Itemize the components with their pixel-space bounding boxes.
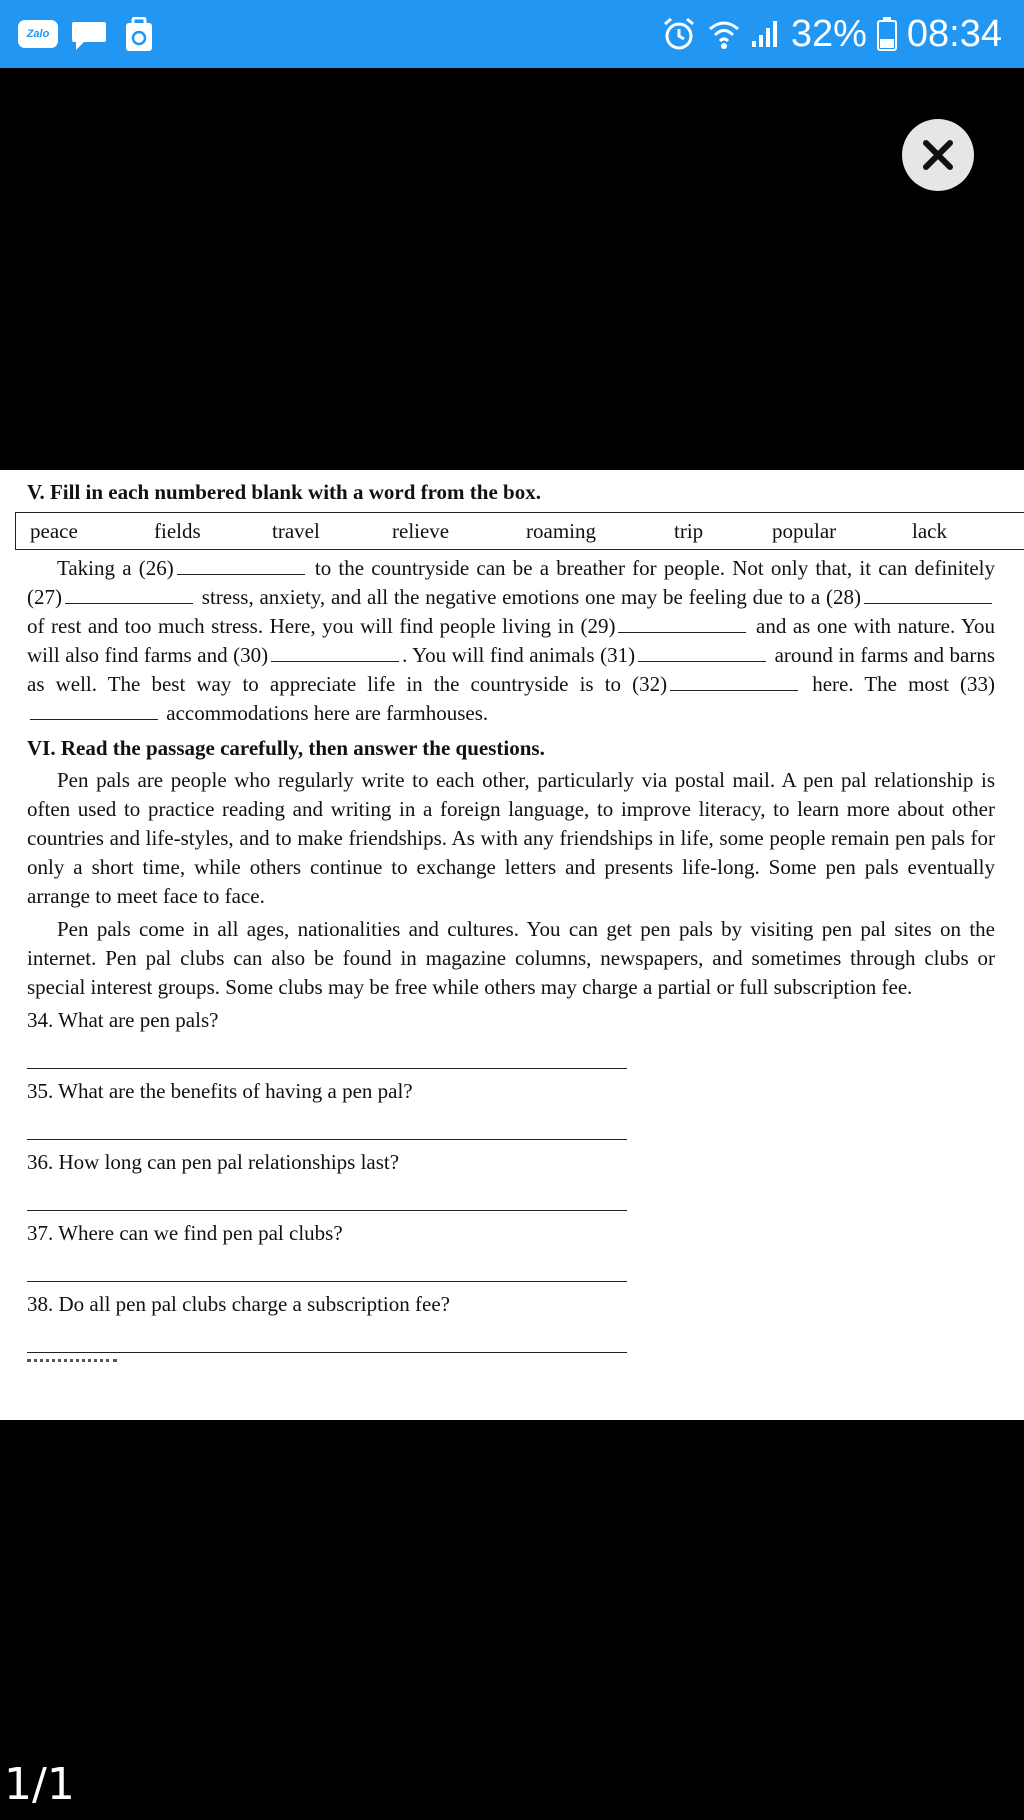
clock: 08:34 — [906, 13, 1002, 55]
answer-line — [27, 1105, 627, 1140]
word-box-item: relieve — [392, 518, 450, 543]
signal-icon — [751, 19, 781, 49]
answer-line — [27, 1247, 627, 1282]
word-box-item: lack — [912, 518, 947, 543]
question-37: 37. Where can we find pen pal clubs? — [27, 1221, 343, 1245]
store-notification-icon — [124, 17, 154, 53]
answer-line — [27, 1318, 627, 1353]
chat-notification-icon — [70, 20, 108, 52]
reading-paragraph: Pen pals come in all ages, nationalities and cultures. You can get pen pals by visiting pen pal sites on the internet. Pen pal clubs can also be found in magazine columns, newspapers, and sometimes through clubs or special interest groups. Some clubs may be free while others may charge a partial or full subscription fee. — [27, 917, 995, 999]
zalo-app-icon: Zalo — [18, 20, 58, 48]
page-counter: 1/1 — [4, 1759, 75, 1810]
blank-33 — [30, 701, 158, 720]
blank-26 — [177, 556, 305, 575]
blank-32 — [670, 672, 798, 691]
word-box-item: peace — [30, 518, 78, 543]
question-38: 38. Do all pen pal clubs charge a subscription fee? — [27, 1292, 450, 1316]
wifi-icon — [707, 17, 741, 51]
word-box-item: popular — [772, 518, 837, 543]
alarm-icon — [661, 16, 697, 52]
answer-line — [27, 1034, 627, 1069]
word-box-item: fields — [154, 518, 201, 543]
reading-paragraph: Pen pals are people who regularly write to each other, particularly via postal mail. A pen pal relationship is often used to practice reading and writing in a foreign language, to improve literacy, to learn more about other countries and life-styles, and to make friendships. As with any friendships in life, some people remain pen pals for only a short time, while others continue to exchange letters and presents life-long. Some pen pals eventually arrange to meet face to face. — [27, 768, 995, 908]
battery-icon — [877, 17, 897, 51]
question-34: 34. What are pen pals? — [27, 1008, 219, 1032]
answer-line — [27, 1176, 627, 1211]
cut-off-text — [27, 1359, 117, 1362]
close-button[interactable] — [902, 119, 974, 191]
status-bar — [0, 0, 1024, 68]
fill-blank-passage: Taking a (26) to the countryside can be a breather for people. Not only that, it can definitely (27) stress, anxiety, and all the negative emotions one may be feeling due to a (28) of rest and too much stress. Here, you will find people living in (29) and as one with nature. You will also find farms and (30) . You will find animals (31) around in farms and barns as well. The best way to appreciate life in the countryside is to (32) here. The most (33) accommodations here are farmhouses. — [27, 556, 996, 725]
word-box-item: travel — [272, 518, 320, 543]
section-5-title: V. Fill in each numbered blank with a word from the box. — [27, 480, 541, 504]
document-page[interactable] — [0, 470, 1024, 1420]
word-box — [15, 512, 1024, 550]
close-icon — [918, 135, 958, 175]
word-box-item: trip — [674, 518, 704, 543]
blank-30 — [271, 643, 399, 662]
question-35: 35. What are the benefits of having a pen pal? — [27, 1079, 413, 1103]
battery-percent: 32% — [790, 13, 867, 55]
word-box-item: roaming — [526, 518, 596, 543]
blank-27 — [65, 585, 193, 604]
blank-31 — [638, 643, 766, 662]
section-6-title: VI. Read the passage carefully, then answer the questions. — [27, 736, 545, 760]
blank-28 — [864, 585, 992, 604]
blank-29 — [618, 614, 746, 633]
question-36: 36. How long can pen pal relationships last? — [27, 1150, 400, 1174]
